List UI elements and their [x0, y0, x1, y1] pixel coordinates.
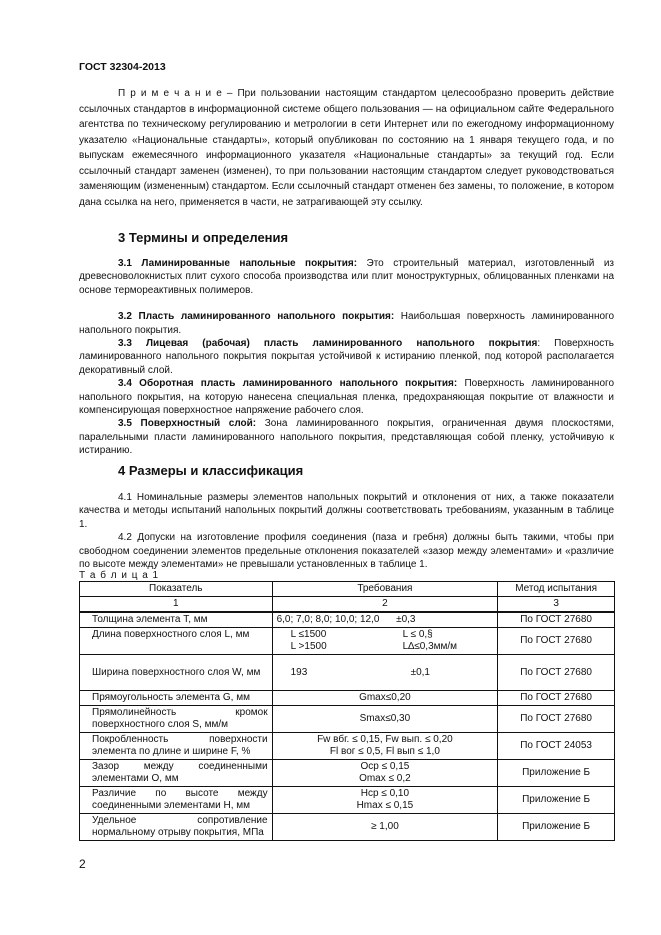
row-requirement — [272, 787, 498, 814]
term-3-5-term: Поверхностный слой: — [140, 418, 257, 430]
row-indicator: Длина поверхностного слоя L, мм — [80, 628, 273, 655]
table-row — [80, 706, 615, 733]
req-line-2: Fl вог ≤ 0,5, Fl вып ≤ 1,0 — [329, 746, 440, 757]
term-3-5-num: 3.5 — [118, 418, 132, 430]
table-header-row — [80, 582, 615, 597]
row-requirement — [272, 655, 498, 691]
table-row — [80, 760, 615, 787]
note-paragraph — [79, 86, 614, 210]
req-line-2: Omax ≤ 0,2 — [359, 773, 411, 784]
req-line-d: L∆≤0,3мм/м — [402, 641, 458, 652]
requirements-table — [79, 581, 615, 841]
section-4-title: 4 Размеры и классификация — [118, 463, 304, 478]
row-method: По ГОСТ 27680 — [498, 628, 615, 655]
col-header-indicator: Показатель — [80, 582, 273, 597]
table-row — [80, 733, 615, 760]
row-indicator: Зазор между соединенными элементами O, мм — [80, 760, 273, 787]
term-3-2-num: 3.2 — [118, 311, 132, 323]
table-row — [80, 787, 615, 814]
term-3-5-def: Зона ламинированного покрытия, ограниченная двумя плоскостями, паралельными пласти ламинированного напольного покрытия, представляющая собой пленку, устойчивую к истиранию. — [79, 418, 615, 457]
row-requirement — [272, 760, 498, 787]
term-3-2 — [79, 310, 614, 337]
term-3-4-term: Оборотная пласть ламинированного напольного покрытия: — [139, 378, 458, 390]
req-value: 193 — [290, 666, 308, 678]
row-requirement: Gmax≤0,20 — [272, 691, 498, 706]
row-method: По ГОСТ 27680 — [498, 655, 615, 691]
req-line-a: L ≤1500 — [290, 629, 327, 640]
req-tolerance: ±0,1 — [410, 666, 430, 678]
term-3-1-term: Ламинированные напольные покрытия: — [141, 258, 358, 269]
section-3-title: 3 Термины и определения — [118, 230, 289, 245]
term-3-3-term: Лицевая (рабочая) пласть ламинированного напольного покрытия — [145, 338, 538, 350]
row-method: По ГОСТ 27680 — [498, 691, 615, 706]
table-row — [80, 612, 615, 628]
col-num-1: 1 — [80, 597, 273, 613]
table-number-row — [80, 597, 615, 613]
term-3-3 — [79, 337, 614, 377]
row-method: По ГОСТ 24053 — [498, 733, 615, 760]
req-line-1: Hср ≤ 0,10 — [360, 788, 410, 799]
row-indicator: Покробленность поверхности элемента по длине и ширине F, % — [80, 733, 273, 760]
row-method: Приложение Б — [498, 787, 615, 814]
term-3-1-def: Это строительный материал, изготовленный из древесноволокнистых плит сухого способа производства или плит моноструктурных, облицованных пленками на основе термореактивных полимеров. — [79, 258, 614, 296]
table-label: Т а б л и ц а 1 — [79, 570, 160, 581]
section-4-body — [79, 491, 614, 571]
req-line-1: Oср ≤ 0,15 — [360, 761, 410, 772]
row-method: По ГОСТ 27680 — [498, 612, 615, 628]
row-method: Приложение Б — [498, 760, 615, 787]
table-row — [80, 814, 615, 841]
term-3-3-num: 3.3 — [118, 338, 132, 350]
row-method: По ГОСТ 27680 — [498, 706, 615, 733]
document-header: ГОСТ 32304-2013 — [79, 61, 166, 73]
row-requirement: 6,0; 7,0; 8,0; 10,0; 12,0 ±0,3 — [272, 612, 498, 628]
table-row — [80, 655, 615, 691]
term-3-4-num: 3.4 — [118, 378, 132, 390]
term-3-4-def: Поверхность ламинированного напольного покрытия, на которую нанесена специальная пленка, предохраняющая покрытие от влажности и компенсирующая поверхностное напряжение рабочего слоя. — [79, 378, 615, 417]
table-row — [80, 628, 615, 655]
row-requirement — [272, 628, 498, 655]
req-line-c: L >1500 — [290, 641, 327, 652]
term-3-2-term: Пласть ламинированного напольного покрытия: — [138, 311, 395, 323]
row-indicator: Удельное сопротивление нормальному отрыву покрытия, МПа — [80, 814, 273, 841]
row-method: Приложение Б — [498, 814, 615, 841]
page-number: 2 — [79, 857, 86, 871]
row-indicator: Толщина элемента T, мм — [80, 612, 273, 628]
term-3-4 — [79, 377, 614, 417]
col-num-2: 2 — [272, 597, 498, 613]
term-3-3-def: : Поверхность ламинированного напольного покрытия покрытая устойчивой к истиранию пленкой, под которой располагается декоративный слой. — [79, 338, 614, 376]
req-line-b: L ≤ 0,§ — [402, 629, 433, 640]
col-num-3: 3 — [498, 597, 615, 613]
row-indicator: Ширина поверхностного слоя W, мм — [80, 655, 273, 691]
note-text: П р и м е ч а н и е – При пользовании настоящим стандартом целесообразно проверить действие ссылочных стандартов в информационной системе общего пользования — на официальном сайте Федерального агентства по техническому регулированию и метрологии в сети Интернет или по ежегодному информационному указателю «Национальные стандарты», который опубликован по состоянию на 1 января текущего года, и по выпускам ежемесячного информационного указателя «Национальные стандарты» за текущий год. Если ссылочный стандарт заменен (изменен), то при пользовании настоящим стандартом следует руководствоваться заменяющим (измененным) стандартом. Если ссылочный стандарт отменен без замены, то положение, в котором дана ссылка на него, применяется в части, не затрагивающей эту ссылку. — [79, 88, 614, 208]
para-4-1: 4.1 Номинальные размеры элементов напольных покрытий и отклонения от них, а также показатели качества и методы испытаний напольных покрытий должны соответствовать требованиям, указанным в таблице 1. — [79, 492, 614, 530]
col-header-requirements: Требования — [272, 582, 498, 597]
row-indicator: Прямоугольность элемента G, мм — [80, 691, 273, 706]
row-indicator: Различие по высоте между соединенными элементами H, мм — [80, 787, 273, 814]
row-requirement: Smax≤0,30 — [272, 706, 498, 733]
para-4-2: 4.2 Допуски на изготовление профиля соединения (паза и гребня) должны быть такими, чтобы при свободном соединении элементов предельные отклонения показателей «зазор между элементами» и «различие по высоте между элементами» не превышали установленных в таблице 1. — [79, 532, 614, 571]
table-row — [80, 691, 615, 706]
term-3-1-num: 3.1 — [118, 258, 132, 269]
row-indicator: Прямолинейность кромок поверхностного слоя S, мм/м — [80, 706, 273, 733]
term-3-2-def: Наибольшая поверхность ламинированного напольного покрытия. — [79, 311, 615, 336]
col-header-method: Метод испытания — [498, 582, 615, 597]
term-3-5 — [79, 417, 614, 457]
row-requirement: ≥ 1,00 — [272, 814, 498, 841]
req-line-1: Fw вбг. ≤ 0,15, Fw вып. ≤ 0,20 — [317, 734, 453, 745]
term-3-1 — [79, 257, 614, 297]
req-line-2: Hmax ≤ 0,15 — [356, 800, 414, 811]
row-requirement — [272, 733, 498, 760]
section-3-body — [79, 257, 614, 458]
